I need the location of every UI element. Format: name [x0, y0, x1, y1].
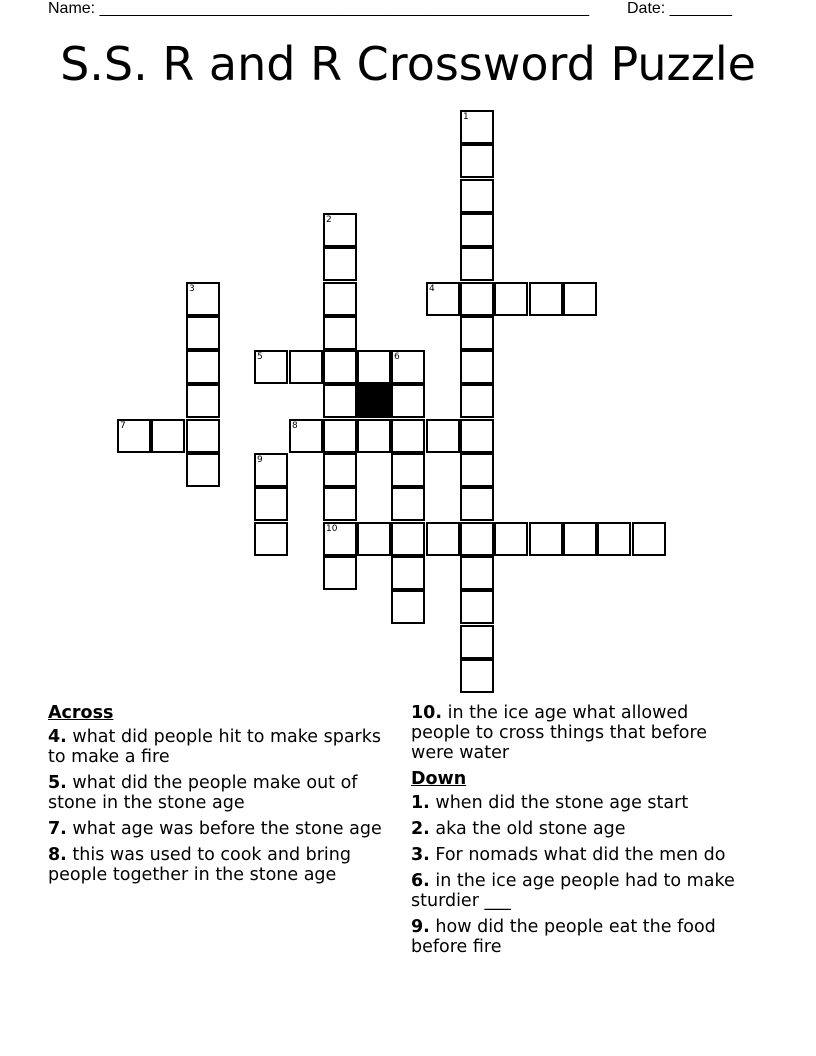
black-cell: [357, 384, 391, 418]
clues-left-column: [48, 703, 388, 891]
grid-cell[interactable]: [323, 384, 357, 418]
grid-cell[interactable]: [391, 419, 425, 453]
grid-cell[interactable]: [391, 384, 425, 418]
down-clue-3: 3. For nomads what did the men do: [411, 845, 726, 865]
date-field-label[interactable]: Date: _______: [627, 0, 732, 17]
clue-number: 8: [292, 421, 298, 431]
grid-cell-6[interactable]: [391, 350, 425, 384]
grid-cell[interactable]: [460, 419, 494, 453]
clue-number: 1: [463, 112, 469, 122]
grid-cell-10[interactable]: [323, 522, 357, 556]
grid-cell[interactable]: [460, 556, 494, 590]
clue-number: 3: [189, 284, 195, 294]
grid-cell[interactable]: [494, 282, 528, 316]
grid-cell[interactable]: [632, 522, 666, 556]
grid-cell[interactable]: [186, 384, 220, 418]
grid-cell[interactable]: [323, 556, 357, 590]
grid-cell[interactable]: [460, 213, 494, 247]
grid-cell-9[interactable]: [254, 453, 288, 487]
grid-cell[interactable]: [460, 282, 494, 316]
grid-cell[interactable]: [460, 659, 494, 693]
grid-cell[interactable]: [597, 522, 631, 556]
grid-cell[interactable]: [426, 522, 460, 556]
across-clue-10: 10. in the ice age what allowed people to cross things that before were water: [411, 703, 708, 763]
grid-cell-4[interactable]: [426, 282, 460, 316]
grid-cell[interactable]: [289, 350, 323, 384]
clue-number: 6: [394, 352, 400, 362]
across-clue-8: 8. this was used to cook and bring people together in the stone age: [48, 845, 351, 885]
grid-cell[interactable]: [323, 350, 357, 384]
grid-cell[interactable]: [529, 282, 563, 316]
across-clue-7: 7. what age was before the stone age: [48, 819, 382, 839]
grid-cell[interactable]: [151, 419, 185, 453]
grid-cell[interactable]: [460, 590, 494, 624]
clue-number: 5: [257, 352, 263, 362]
grid-cell[interactable]: [460, 625, 494, 659]
across-clue-4: 4. what did people hit to make sparks to make a fire: [48, 727, 381, 767]
grid-cell[interactable]: [460, 247, 494, 281]
grid-cell[interactable]: [323, 453, 357, 487]
grid-cell-1[interactable]: [460, 110, 494, 144]
grid-cell[interactable]: [460, 144, 494, 178]
puzzle-title: S.S. R and R Crossword Puzzle: [60, 37, 756, 91]
grid-cell[interactable]: [357, 350, 391, 384]
down-heading: Down: [411, 769, 467, 789]
grid-cell-5[interactable]: [254, 350, 288, 384]
grid-cell-7[interactable]: [117, 419, 151, 453]
clue-number: 10: [326, 524, 338, 534]
grid-cell[interactable]: [460, 179, 494, 213]
grid-cell[interactable]: [391, 522, 425, 556]
grid-cell[interactable]: [460, 453, 494, 487]
grid-cell[interactable]: [254, 487, 288, 521]
grid-cell[interactable]: [426, 419, 460, 453]
clue-number: 9: [257, 455, 263, 465]
grid-cell[interactable]: [563, 522, 597, 556]
grid-cell[interactable]: [357, 522, 391, 556]
across-clue-5: 5. what did the people make out of stone in the stone age: [48, 773, 358, 813]
grid-cell[interactable]: [460, 316, 494, 350]
grid-cell-3[interactable]: [186, 282, 220, 316]
down-clue-2: 2. aka the old stone age: [411, 819, 626, 839]
grid-cell[interactable]: [323, 487, 357, 521]
across-heading: Across: [48, 703, 114, 723]
down-clue-1: 1. when did the stone age start: [411, 793, 689, 813]
grid-cell[interactable]: [186, 419, 220, 453]
grid-cell[interactable]: [323, 316, 357, 350]
grid-cell[interactable]: [494, 522, 528, 556]
grid-cell[interactable]: [563, 282, 597, 316]
grid-cell-8[interactable]: [289, 419, 323, 453]
grid-cell[interactable]: [460, 350, 494, 384]
grid-cell[interactable]: [323, 419, 357, 453]
name-field-label[interactable]: Name: _______________________________________________________: [48, 0, 589, 17]
grid-cell[interactable]: [323, 282, 357, 316]
grid-cell[interactable]: [391, 487, 425, 521]
clues-right-column: [411, 703, 751, 963]
clue-number: 4: [429, 284, 435, 294]
grid-cell[interactable]: [460, 522, 494, 556]
grid-cell[interactable]: [186, 316, 220, 350]
grid-cell[interactable]: [391, 556, 425, 590]
down-clue-9: 9. how did the people eat the food before fire: [411, 917, 716, 957]
grid-cell[interactable]: [460, 487, 494, 521]
clue-number: 7: [120, 421, 126, 431]
grid-cell[interactable]: [357, 419, 391, 453]
grid-cell-2[interactable]: [323, 213, 357, 247]
grid-cell[interactable]: [186, 350, 220, 384]
grid-cell[interactable]: [529, 522, 563, 556]
grid-cell[interactable]: [391, 590, 425, 624]
grid-cell[interactable]: [186, 453, 220, 487]
down-clue-6: 6. in the ice age people had to make sturdier ___: [411, 871, 735, 911]
grid-cell[interactable]: [460, 384, 494, 418]
grid-cell[interactable]: [254, 522, 288, 556]
clue-number: 2: [326, 215, 332, 225]
grid-cell[interactable]: [391, 453, 425, 487]
grid-cell[interactable]: [323, 247, 357, 281]
